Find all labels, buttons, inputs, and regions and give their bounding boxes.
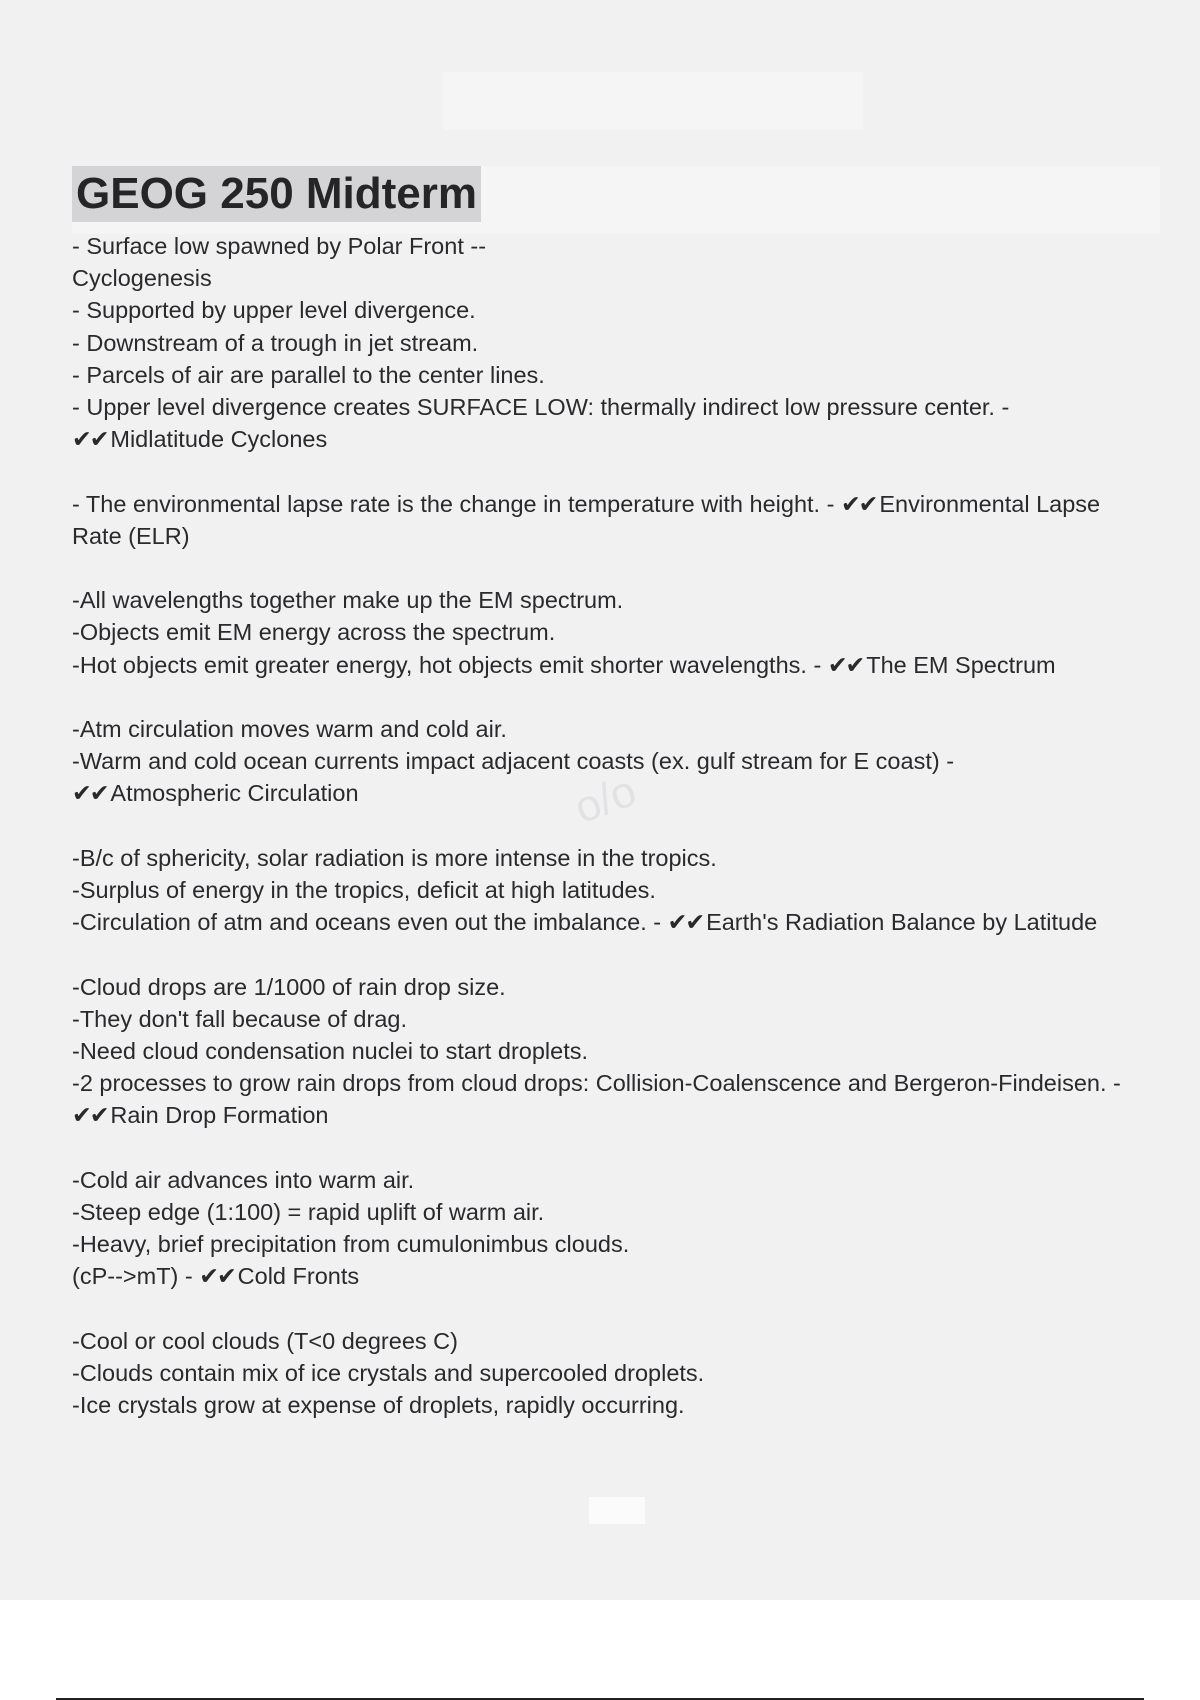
flashcard-midlatitude-cyclones xyxy=(72,230,1162,455)
text-line: -B/c of sphericity, solar radiation is more intense in the tropics. xyxy=(72,844,717,871)
text-line: -All wavelengths together make up the EM spectrum. xyxy=(72,587,624,614)
answer-term: Midlatitude Cyclones xyxy=(110,426,328,453)
text-line: - Downstream of a trough in jet stream. xyxy=(72,329,479,356)
double-check-icon: ✔✔ xyxy=(72,426,108,453)
text-line: -Objects emit EM energy across the spectrum. xyxy=(72,619,556,646)
text-line: -Heavy, brief precipitation from cumulonimbus clouds. xyxy=(72,1231,630,1258)
double-check-icon: ✔✔ xyxy=(72,780,108,807)
answer-term: Earth's Radiation Balance by Latitude xyxy=(706,909,1098,936)
text-fragment: (cP-->mT) - xyxy=(72,1263,200,1290)
page-marker xyxy=(589,1497,645,1524)
text-line: -Surplus of energy in the tropics, deficit at high latitudes. xyxy=(72,877,656,903)
document-title: GEOG 250 Midterm xyxy=(72,166,481,222)
text-line: -Cool or cool clouds (T<0 degrees C) xyxy=(72,1327,458,1354)
flashcard-environmental-lapse-rate xyxy=(72,488,1162,552)
answer-term: The EM Spectrum xyxy=(866,651,1056,678)
text-line: -They don't fall because of drag. xyxy=(72,1005,407,1032)
watermark: o/o xyxy=(568,766,643,834)
flashcard-em-spectrum xyxy=(72,584,1162,681)
double-check-icon: ✔✔ xyxy=(840,490,877,517)
flashcard-cold-clouds xyxy=(72,1325,1162,1422)
text-line: - Upper level divergence creates SURFACE LOW: thermally indirect low pressure center. - xyxy=(72,394,1010,421)
flashcard-cold-fronts xyxy=(72,1164,1162,1293)
text-fragment: -Circulation of atm and oceans even out the imbalance. - xyxy=(72,909,668,936)
text-line: -Ice crystals grow at expense of droplets, rapidly occurring. xyxy=(72,1392,685,1419)
text-line: -Atm circulation moves warm and cold air. xyxy=(72,716,507,742)
text-line xyxy=(72,1260,1162,1292)
text-line: - Parcels of air are parallel to the center lines. xyxy=(72,361,545,388)
answer-line xyxy=(72,777,1162,809)
flashcard-atmospheric-circulation xyxy=(72,713,1162,810)
double-check-icon: ✔✔ xyxy=(72,1102,108,1129)
text-line: -Cold air advances into warm air. xyxy=(72,1166,415,1193)
answer-continuation: Rate (ELR) xyxy=(72,522,190,549)
text-line: -2 processes to grow rain drops from cloud drops: Collision-Coalenscence and Bergeron-Findeisen. - xyxy=(72,1070,1121,1097)
text-line: Cyclogenesis xyxy=(72,265,212,292)
answer-term: Rain Drop Formation xyxy=(110,1102,329,1129)
flashcard-radiation-balance xyxy=(72,842,1162,939)
answer-term: Cold Fronts xyxy=(237,1263,360,1290)
answer-term: Environmental Lapse xyxy=(879,490,1101,517)
answer-term: Atmospheric Circulation xyxy=(110,780,359,807)
text-line: - Supported by upper level divergence. xyxy=(72,297,476,324)
text-line xyxy=(72,649,1162,681)
text-line: -Warm and cold ocean currents impact adjacent coasts (ex. gulf stream for E coast) - xyxy=(72,748,955,775)
text-line: -Need cloud condensation nuclei to start droplets. xyxy=(72,1038,589,1064)
double-check-icon: ✔✔ xyxy=(827,651,864,678)
text-line xyxy=(72,906,1162,938)
header-strip xyxy=(443,72,863,130)
document-body xyxy=(72,230,1162,1454)
text-line: -Cloud drops are 1/1000 of rain drop size. xyxy=(72,973,506,1000)
text-fragment: - The environmental lapse rate is the change in temperature with height. - xyxy=(72,490,841,517)
double-check-icon: ✔✔ xyxy=(667,909,704,936)
text-line: -Steep edge (1:100) = rapid uplift of warm air. xyxy=(72,1199,545,1225)
text-line: -Clouds contain mix of ice crystals and supercooled droplets. xyxy=(72,1360,705,1386)
text-line: - Surface low spawned by Polar Front -- xyxy=(72,233,487,259)
text-fragment: -Hot objects emit greater energy, hot objects emit shorter wavelengths. - xyxy=(72,651,828,678)
answer-line xyxy=(72,423,1162,455)
flashcard-rain-drop-formation xyxy=(72,971,1162,1132)
text-line xyxy=(72,488,1162,520)
answer-line xyxy=(72,1099,1162,1131)
double-check-icon: ✔✔ xyxy=(199,1263,235,1290)
